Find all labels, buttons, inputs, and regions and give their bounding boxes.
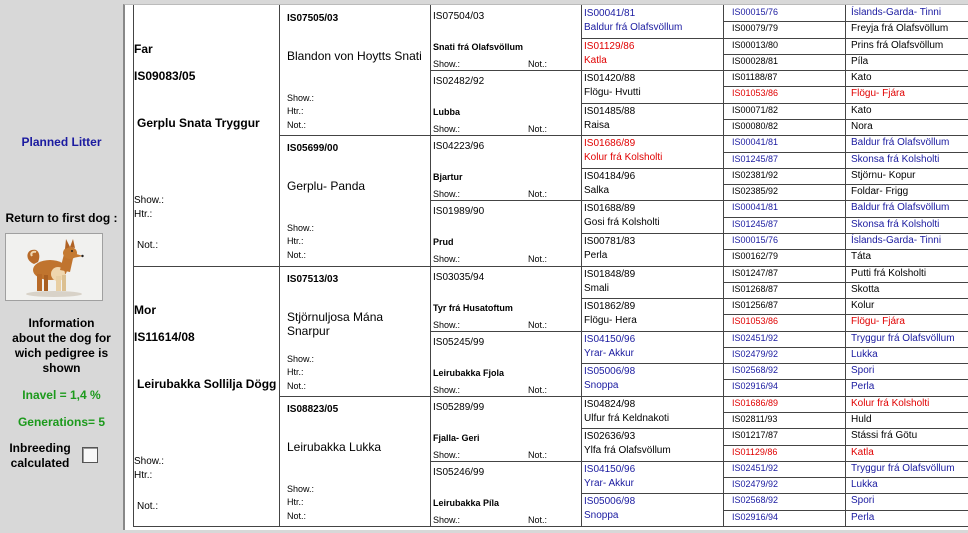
row-divider bbox=[581, 396, 723, 397]
ancestor-name-link[interactable]: Baldur frá Olafsvöllum bbox=[851, 202, 950, 214]
row-divider bbox=[133, 526, 968, 527]
return-to-first-dog-label: Return to first dog : bbox=[5, 211, 118, 225]
ancestor-name-link[interactable]: Baldur frá Olafsvöllum bbox=[851, 137, 950, 149]
ancestor-name-link[interactable]: Flögu- Fjára bbox=[851, 88, 905, 100]
ancestor-reg-link[interactable]: IS00013/80 bbox=[732, 39, 779, 50]
ancestor-name-link[interactable]: Yrar- Akkur bbox=[584, 347, 635, 359]
ancestor-reg-link[interactable]: IS04184/96 bbox=[584, 170, 636, 182]
ancestor-reg-link[interactable]: IS01245/87 bbox=[732, 218, 779, 229]
ancestor-name-link[interactable]: Perla bbox=[584, 249, 608, 261]
htr-label: Htr.: bbox=[287, 236, 304, 247]
htr-label: Htr.: bbox=[134, 209, 153, 220]
ancestor-reg-link[interactable]: IS02385/92 bbox=[732, 186, 779, 197]
great-grandparent-name-link[interactable]: Tyr frá Husatoftum bbox=[433, 302, 513, 313]
ancestor-reg-link[interactable]: IS00071/82 bbox=[732, 104, 779, 115]
row-divider bbox=[581, 103, 723, 104]
ancestor-name-link[interactable]: Raisa bbox=[584, 119, 610, 131]
row-divider bbox=[723, 38, 968, 39]
show-label: Show.: bbox=[433, 449, 461, 460]
row-divider bbox=[581, 233, 723, 234]
row-divider bbox=[581, 200, 723, 201]
great-grandparent-name-link[interactable]: Leirubakka Fjola bbox=[433, 367, 505, 378]
ancestor-name-link[interactable]: Ulfur frá Keldnakoti bbox=[584, 412, 670, 424]
ancestor-reg-link[interactable]: IS02479/92 bbox=[732, 348, 779, 359]
not-label: Not.: bbox=[528, 124, 548, 135]
ancestor-reg-link[interactable]: IS02568/92 bbox=[732, 495, 779, 506]
row-divider bbox=[723, 266, 968, 267]
row-divider bbox=[581, 298, 723, 299]
ancestor-reg-link[interactable]: IS01848/89 bbox=[584, 268, 636, 280]
ancestor-reg-link[interactable]: IS02479/92 bbox=[732, 479, 779, 490]
show-label: Show.: bbox=[287, 483, 315, 494]
ancestor-reg-link[interactable]: IS00015/76 bbox=[732, 7, 779, 17]
show-label: Show.: bbox=[433, 514, 461, 525]
ancestor-name-link[interactable]: Íslands-Garda- Tinni bbox=[851, 234, 942, 246]
row-divider bbox=[723, 445, 968, 446]
row-divider bbox=[723, 135, 968, 136]
ancestor-name-link[interactable]: Nora bbox=[851, 120, 873, 132]
great-grandparent-reg-link[interactable]: IS03035/94 bbox=[433, 271, 485, 283]
ancestor-name-link[interactable]: Ylfa frá Olafsvöllum bbox=[584, 445, 671, 457]
great-grandparent-reg-link[interactable]: IS05289/99 bbox=[433, 401, 485, 413]
row-divider bbox=[279, 396, 430, 397]
ancestor-name-link[interactable]: Kolur bbox=[851, 300, 875, 312]
ancestor-reg-link[interactable]: IS02916/94 bbox=[732, 381, 779, 392]
great-grandparent-reg-link[interactable]: IS05246/99 bbox=[433, 466, 485, 478]
not-label: Not.: bbox=[528, 319, 548, 330]
generations-count: Generations= 5 bbox=[17, 415, 106, 429]
grandparent-name-link[interactable]: Stjörnuljosa Mána Snarpur bbox=[287, 309, 384, 338]
not-label: Not.: bbox=[287, 510, 307, 521]
ancestor-reg-link[interactable]: IS04150/96 bbox=[584, 463, 636, 475]
ancestor-reg-link[interactable]: IS00079/79 bbox=[732, 23, 779, 34]
ancestor-reg-link[interactable]: IS01420/88 bbox=[584, 73, 636, 85]
parent-role: Far bbox=[134, 42, 153, 56]
ancestor-name-link[interactable]: Prins frá Olafsvöllum bbox=[851, 39, 944, 51]
row-divider bbox=[279, 135, 430, 136]
ancestor-name-link[interactable]: Katla bbox=[584, 54, 607, 66]
row-divider bbox=[430, 331, 581, 332]
ancestor-reg-link[interactable]: IS01688/89 bbox=[584, 203, 636, 215]
show-label: Show.: bbox=[433, 59, 461, 69]
ancestor-name-link[interactable]: Píla bbox=[851, 55, 869, 67]
row-divider bbox=[723, 200, 968, 201]
ancestor-reg-link[interactable]: IS02451/92 bbox=[732, 462, 779, 473]
row-divider bbox=[723, 428, 968, 429]
ancestor-name-link[interactable]: Snoppa bbox=[584, 510, 619, 522]
great-grandparent-name-link[interactable]: Leirubakka Píla bbox=[433, 497, 500, 508]
row-divider bbox=[723, 70, 968, 71]
show-label: Show.: bbox=[287, 93, 315, 103]
ancestor-name-link[interactable]: Stjörnu- Kopur bbox=[851, 169, 916, 181]
ancestor-reg-link[interactable]: IS01188/87 bbox=[732, 72, 778, 83]
row-divider bbox=[723, 347, 968, 348]
ancestor-name-link[interactable]: Perla bbox=[851, 381, 875, 393]
ancestor-reg-link[interactable]: IS01256/87 bbox=[732, 300, 779, 311]
row-divider bbox=[581, 266, 723, 267]
row-divider bbox=[723, 103, 968, 104]
row-divider bbox=[723, 54, 968, 55]
row-divider bbox=[723, 233, 968, 234]
ancestor-name-link[interactable]: Tryggur frá Olafsvöllum bbox=[851, 332, 955, 344]
ancestor-name-link[interactable]: Kolur frá Kolsholti bbox=[851, 397, 930, 409]
parent-name-link[interactable]: Gerplu Snata Tryggur bbox=[137, 116, 260, 130]
not-label: Not.: bbox=[137, 240, 159, 251]
row-divider bbox=[723, 21, 968, 22]
great-grandparent-reg-link[interactable]: IS01989/90 bbox=[433, 206, 485, 218]
ancestor-reg-link[interactable]: IS04150/96 bbox=[584, 333, 636, 345]
grandparent-reg-link[interactable]: IS07505/03 bbox=[287, 13, 339, 24]
inbreeding-coefficient: Inavel = 1,4 % bbox=[22, 388, 101, 402]
row-divider bbox=[723, 379, 968, 380]
show-label: Show.: bbox=[287, 353, 315, 364]
great-grandparent-reg-link[interactable]: IS05245/99 bbox=[433, 336, 485, 348]
ancestor-name-link[interactable]: Salka bbox=[584, 184, 610, 196]
dog-info-text: Information about the dog for wich pedigree is shown bbox=[12, 316, 111, 375]
ancestor-name-link[interactable]: Kato bbox=[851, 104, 872, 116]
ancestor-reg-link[interactable]: IS01686/89 bbox=[584, 138, 636, 150]
ancestor-reg-link[interactable]: IS05006/98 bbox=[584, 496, 636, 508]
not-label: Not.: bbox=[137, 500, 159, 512]
not-label: Not.: bbox=[287, 380, 307, 391]
ancestor-reg-link[interactable]: IS00041/81 bbox=[732, 202, 779, 213]
ancestor-reg-link[interactable]: IS00015/76 bbox=[732, 234, 779, 245]
row-divider bbox=[581, 38, 723, 39]
parent-reg-link[interactable]: IS11614/08 bbox=[134, 329, 195, 344]
row-divider bbox=[723, 217, 968, 218]
ancestor-name-link[interactable]: Flögu- Hvutti bbox=[584, 87, 641, 99]
ancestor-reg-link[interactable]: IS00080/82 bbox=[732, 120, 779, 131]
ancestor-reg-link[interactable]: IS01247/87 bbox=[732, 267, 779, 278]
not-label: Not.: bbox=[528, 514, 548, 525]
ancestor-reg-link[interactable]: IS05006/98 bbox=[584, 366, 636, 378]
inbreeding-calculated-checkbox[interactable] bbox=[82, 447, 98, 463]
great-grandparent-reg-link[interactable]: IS04223/96 bbox=[433, 141, 485, 153]
ancestor-name-link[interactable]: Lukka bbox=[851, 348, 878, 360]
show-label: Show.: bbox=[433, 254, 461, 265]
row-divider bbox=[723, 184, 968, 185]
row-divider bbox=[581, 331, 723, 332]
ancestor-name-link[interactable]: Stássi frá Götu bbox=[851, 430, 918, 442]
show-label: Show.: bbox=[433, 189, 461, 200]
ancestor-name-link[interactable]: Gosi frá Kolsholti bbox=[584, 217, 660, 229]
show-label: Show.: bbox=[134, 455, 165, 467]
ancestor-name-link[interactable]: Tryggur frá Olafsvöllum bbox=[851, 462, 955, 474]
row-divider bbox=[581, 363, 723, 364]
ancestor-name-link[interactable]: Skonsa frá Kolsholti bbox=[851, 218, 940, 230]
ancestor-reg-link[interactable]: IS02636/93 bbox=[584, 431, 636, 443]
ancestor-name-link[interactable]: Foldar- Frigg bbox=[851, 186, 909, 198]
row-divider bbox=[723, 249, 968, 250]
row-divider bbox=[430, 461, 581, 462]
row-divider bbox=[723, 493, 968, 494]
row-divider bbox=[723, 396, 968, 397]
ancestor-name-link[interactable]: Huld bbox=[851, 414, 872, 426]
ancestor-reg-link[interactable]: IS01686/89 bbox=[732, 397, 779, 408]
row-divider bbox=[430, 266, 581, 267]
row-divider bbox=[723, 282, 968, 283]
ancestor-name-link[interactable]: Skotta bbox=[851, 283, 880, 295]
grandparent-name-link[interactable]: Blandon von Hoytts Snati bbox=[287, 49, 422, 63]
row-divider bbox=[723, 510, 968, 511]
grandparent-reg-link[interactable]: IS07513/03 bbox=[287, 273, 339, 285]
ancestor-reg-link[interactable]: IS00041/81 bbox=[732, 137, 779, 148]
row-divider bbox=[723, 298, 968, 299]
row-divider bbox=[581, 135, 723, 136]
ancestor-name-link[interactable]: Smali bbox=[584, 282, 610, 294]
ancestor-reg-link[interactable]: IS02811/93 bbox=[732, 414, 778, 425]
show-label: Show.: bbox=[433, 124, 461, 135]
row-divider bbox=[430, 135, 581, 136]
ancestor-name-link[interactable]: Kolur frá Kolsholti bbox=[584, 152, 663, 164]
ancestor-reg-link[interactable]: IS02916/94 bbox=[732, 511, 779, 522]
not-label: Not.: bbox=[528, 449, 548, 460]
row-divider bbox=[723, 477, 968, 478]
parent-role: Mor bbox=[134, 302, 156, 317]
ancestor-reg-link[interactable]: IS02381/92 bbox=[732, 169, 779, 180]
row-divider bbox=[279, 266, 430, 267]
planned-litter-link[interactable]: Planned Litter bbox=[21, 135, 102, 149]
row-divider bbox=[723, 119, 968, 120]
ancestor-name-link[interactable]: Putti frá Kolsholti bbox=[851, 267, 927, 279]
ancestor-name-link[interactable]: Kato bbox=[851, 72, 872, 84]
ancestor-reg-link[interactable]: IS00162/79 bbox=[732, 251, 779, 262]
ancestor-reg-link[interactable]: IS04824/98 bbox=[584, 398, 636, 410]
row-divider bbox=[581, 70, 723, 71]
ancestor-name-link[interactable]: Yrar- Akkur bbox=[584, 477, 635, 489]
htr-label: Htr.: bbox=[287, 496, 304, 507]
row-divider bbox=[723, 314, 968, 315]
ancestor-reg-link[interactable]: IS02451/92 bbox=[732, 332, 779, 343]
row-divider bbox=[581, 168, 723, 169]
grandparent-reg-link[interactable]: IS05699/00 bbox=[287, 143, 339, 155]
grandparent-name-link[interactable]: Leirubakka Lukka bbox=[287, 439, 382, 454]
ancestor-name-link[interactable]: Lukka bbox=[851, 479, 878, 491]
parent-name-link[interactable]: Leirubakka Sollilja Dögg bbox=[137, 376, 277, 391]
ancestor-name-link[interactable]: Skonsa frá Kolsholti bbox=[851, 153, 940, 165]
ancestor-name-link[interactable]: Spori bbox=[851, 365, 875, 377]
parent-reg-link[interactable]: IS09083/05 bbox=[134, 69, 196, 83]
row-divider bbox=[723, 363, 968, 364]
ancestor-reg-link[interactable]: IS01053/86 bbox=[732, 316, 779, 327]
ancestor-name-link[interactable]: Perla bbox=[851, 511, 875, 523]
ancestor-reg-link[interactable]: IS01217/87 bbox=[732, 430, 779, 441]
ancestor-reg-link[interactable]: IS01245/87 bbox=[732, 153, 779, 164]
not-label: Not.: bbox=[287, 250, 307, 261]
grandparent-name-link[interactable]: Gerplu- Panda bbox=[287, 179, 366, 194]
row-divider bbox=[723, 152, 968, 153]
return-to-first-dog-button[interactable] bbox=[5, 233, 103, 301]
ancestor-name-link[interactable]: Flögu- Fjára bbox=[851, 316, 905, 328]
ancestor-name-link[interactable]: Baldur frá Olafsvöllum bbox=[584, 22, 683, 33]
row-divider bbox=[581, 461, 723, 462]
show-label: Show.: bbox=[134, 195, 165, 206]
ancestor-name-link[interactable]: Katla bbox=[851, 446, 874, 458]
not-label: Not.: bbox=[528, 384, 548, 395]
row-divider bbox=[723, 168, 968, 169]
ancestor-name-link[interactable]: Snoppa bbox=[584, 380, 619, 392]
spitz-dog-photo-icon bbox=[6, 234, 102, 300]
row-divider bbox=[723, 86, 968, 87]
ancestor-reg-link[interactable]: IS01485/88 bbox=[584, 105, 636, 117]
ancestor-reg-link[interactable]: IS00781/83 bbox=[584, 235, 636, 247]
great-grandparent-name-link[interactable]: Prud bbox=[433, 237, 454, 248]
not-label: Not.: bbox=[528, 254, 548, 265]
ancestor-reg-link[interactable]: IS01129/86 bbox=[732, 446, 778, 457]
not-label: Not.: bbox=[528, 189, 548, 200]
not-label: Not.: bbox=[528, 59, 548, 69]
ancestor-reg-link[interactable]: IS00028/81 bbox=[732, 55, 779, 66]
row-divider bbox=[430, 200, 581, 201]
great-grandparent-name-link[interactable]: Fjalla- Geri bbox=[433, 432, 480, 443]
ancestor-name-link[interactable]: Freyja frá Olafsvöllum bbox=[851, 23, 949, 35]
not-label: Not.: bbox=[287, 120, 307, 130]
ancestor-name-link[interactable]: Táta bbox=[851, 251, 872, 263]
show-label: Show.: bbox=[433, 384, 461, 395]
pedigree-table bbox=[123, 4, 968, 530]
row-divider bbox=[430, 70, 581, 71]
row-divider bbox=[723, 461, 968, 462]
ancestor-reg-link[interactable]: IS01129/86 bbox=[584, 40, 635, 52]
row-divider bbox=[723, 331, 968, 332]
row-divider bbox=[723, 412, 968, 413]
great-grandparent-name-link[interactable]: Bjartur bbox=[433, 172, 463, 183]
htr-label: Htr.: bbox=[287, 366, 304, 377]
ancestor-name-link[interactable]: Spori bbox=[851, 495, 875, 507]
ancestor-reg-link[interactable]: IS01862/89 bbox=[584, 301, 636, 313]
ancestor-reg-link[interactable]: IS02568/92 bbox=[732, 365, 779, 376]
htr-label: Htr.: bbox=[134, 469, 153, 481]
row-divider bbox=[581, 493, 723, 494]
great-grandparent-name-link[interactable]: Lubba bbox=[433, 107, 460, 118]
inbreeding-calculated-label: Inbreeding calculated bbox=[9, 441, 71, 470]
grandparent-reg-link[interactable]: IS08823/05 bbox=[287, 403, 339, 415]
sidebar bbox=[0, 0, 123, 533]
show-label: Show.: bbox=[433, 319, 461, 330]
row-divider bbox=[133, 266, 279, 267]
ancestor-reg-link[interactable]: IS01268/87 bbox=[732, 283, 779, 294]
htr-label: Htr.: bbox=[287, 106, 304, 116]
ancestor-reg-link[interactable]: IS00041/81 bbox=[584, 8, 636, 19]
row-divider bbox=[581, 428, 723, 429]
great-grandparent-reg-link[interactable]: IS02482/92 bbox=[433, 76, 485, 88]
row-divider bbox=[430, 396, 581, 397]
great-grandparent-reg-link[interactable]: IS07504/03 bbox=[433, 11, 485, 22]
ancestor-reg-link[interactable]: IS01053/86 bbox=[732, 88, 779, 99]
show-label: Show.: bbox=[287, 223, 315, 234]
ancestor-name-link[interactable]: Íslands-Garda- Tinni bbox=[851, 7, 942, 18]
ancestor-name-link[interactable]: Flögu- Hera bbox=[584, 315, 637, 327]
great-grandparent-name-link[interactable]: Snati frá Olafsvöllum bbox=[433, 42, 524, 52]
